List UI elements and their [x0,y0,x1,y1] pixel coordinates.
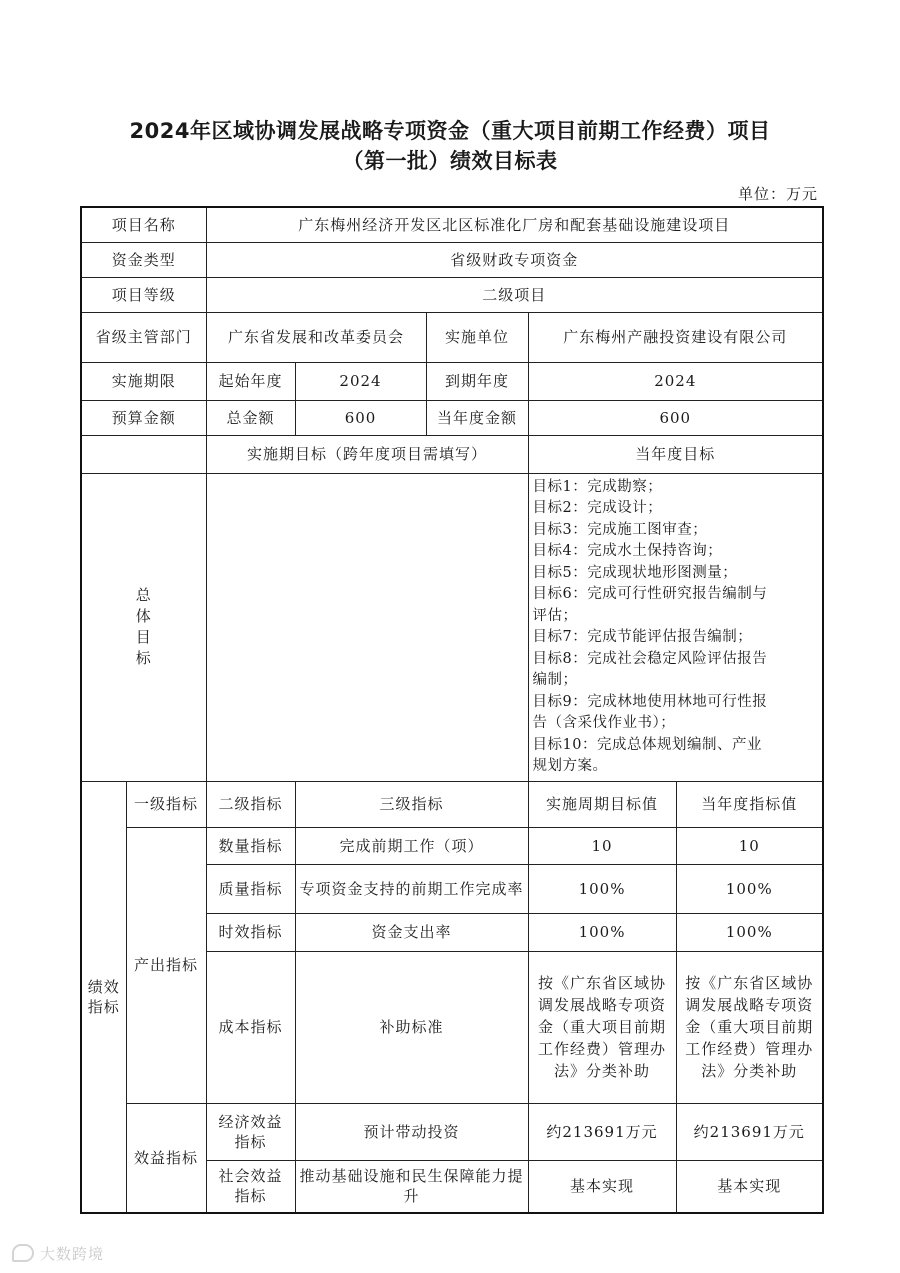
current-amount-value: 600 [528,400,823,435]
year-value-cell: 按《广东省区域协调发展战略专项资金（重大项目前期工作经费）管理办法》分类补助 [676,951,823,1103]
overall-goal-char: 体 [135,607,152,625]
overall-goal-char: 目 [135,628,152,646]
goal-line: 目标4：完成水土保持咨询； [532,543,723,559]
row-goal-headers [81,435,823,473]
project-level-value: 二级项目 [206,277,823,312]
goal-line: 编制； [532,672,578,688]
row-fund-type [81,242,823,277]
row-department [81,312,823,362]
l3-cell: 预计带动投资 [295,1103,528,1160]
year-value-header: 当年度指标值 [676,781,823,827]
overall-goal-label [81,473,206,781]
impl-unit-value: 广东梅州产融投资建设有限公司 [528,312,823,362]
l2-cell: 数量指标 [206,827,295,864]
title-line-1: 2024年区域协调发展战略专项资金（重大项目前期工作经费）项目 [129,119,771,143]
period-label: 实施期限 [81,362,206,400]
goal-line: 告（含采伐作业书）； [532,715,676,731]
l2-cell: 时效指标 [206,913,295,951]
goal-line: 目标9：完成林地使用林地可行性报 [532,693,768,710]
year-value-cell: 基本实现 [676,1160,823,1213]
l2-cell: 质量指标 [206,864,295,913]
performance-target-table [80,206,824,1214]
year-value-cell: 约213691万元 [676,1103,823,1160]
watermark [12,1243,104,1264]
year-value-cell: 100% [676,913,823,951]
goal-line: 目标7：完成节能评估报告编制； [532,629,753,645]
l3-cell: 资金支出率 [295,913,528,951]
l1-header: 一级指标 [126,781,206,827]
row-indicator-headers [81,781,823,827]
project-level-label: 项目等级 [81,277,206,312]
goal-line: 规划方案。 [532,758,608,774]
l2-cell: 社会效益指标 [206,1160,295,1213]
period-goal-header: 实施期目标（跨年度项目需填写） [206,435,528,473]
l3-cell: 补助标准 [295,951,528,1103]
row-project-name [81,207,823,242]
dept-label: 省级主管部门 [81,312,206,362]
l3-cell: 完成前期工作（项） [295,827,528,864]
total-amount-label: 总金额 [206,400,295,435]
period-value-cell: 基本实现 [528,1160,676,1213]
overall-goal-char: 总 [135,586,152,604]
period-value-header: 实施周期目标值 [528,781,676,827]
start-year-value: 2024 [295,362,426,400]
watermark-logo-icon [12,1244,34,1262]
goal-line: 目标3：完成施工图审查； [532,521,708,538]
end-year-value: 2024 [528,362,823,400]
goal-header-blank [81,435,206,473]
row-budget [81,400,823,435]
benefit-indicator-label: 效益指标 [126,1103,206,1213]
row-period [81,362,823,400]
period-value-cell: 约213691万元 [528,1103,676,1160]
l3-cell: 专项资金支持的前期工作完成率 [295,864,528,913]
period-goal-content [206,473,528,781]
perf-indicator-label [81,781,126,1213]
budget-label: 预算金额 [81,400,206,435]
end-year-label: 到期年度 [426,362,528,400]
goal-line: 目标10：完成总体规划编制、产业 [532,736,762,753]
output-indicator-label: 产出指标 [126,827,206,1103]
row-project-level [81,277,823,312]
unit-label: 单位：万元 [737,185,818,203]
l3-cell: 推动基础设施和民生保障能力提升 [295,1160,528,1213]
start-year-label: 起始年度 [206,362,295,400]
current-amount-label: 当年度金额 [426,400,528,435]
goal-line: 目标1：完成勘察； [532,478,663,495]
project-name-value: 广东梅州经济开发区北区标准化厂房和配套基础设施建设项目 [206,207,823,242]
project-name-label: 项目名称 [81,207,206,242]
watermark-text: 大数跨境 [40,1245,105,1263]
perf-label-line: 绩效 [87,977,120,996]
l2-cell: 经济效益指标 [206,1103,295,1160]
l3-header: 三级指标 [295,781,528,827]
title-line-2: （第一批）绩效目标表 [342,149,558,173]
year-goal-content [528,473,823,781]
period-value-cell: 10 [528,827,676,864]
period-value-cell: 100% [528,913,676,951]
goal-line: 目标2：完成设计； [532,500,663,516]
year-value-cell: 10 [676,827,823,864]
goal-line: 评估； [532,607,578,624]
period-value-cell: 100% [528,864,676,913]
fund-type-value: 省级财政专项资金 [206,242,823,277]
total-amount-value: 600 [295,400,426,435]
l2-header: 二级指标 [206,781,295,827]
perf-label-line: 指标 [87,997,120,1016]
fund-type-label: 资金类型 [81,242,206,277]
period-value-cell: 按《广东省区域协调发展战略专项资金（重大项目前期工作经费）管理办法》分类补助 [528,951,676,1103]
table-row [81,827,823,864]
year-value-cell: 100% [676,864,823,913]
document-title [0,116,900,176]
row-overall-goals [81,473,823,781]
impl-unit-label: 实施单位 [426,312,528,362]
goal-line: 目标6：完成可行性研究报告编制与 [532,586,768,602]
l2-cell: 成本指标 [206,951,295,1103]
dept-value: 广东省发展和改革委员会 [206,312,426,362]
table-row [81,1103,823,1160]
year-goal-header: 当年度目标 [528,435,823,473]
goal-line: 目标5：完成现状地形图测量； [532,564,738,581]
goal-line: 目标8：完成社会稳定风险评估报告 [532,650,768,667]
overall-goal-char: 标 [135,649,152,667]
